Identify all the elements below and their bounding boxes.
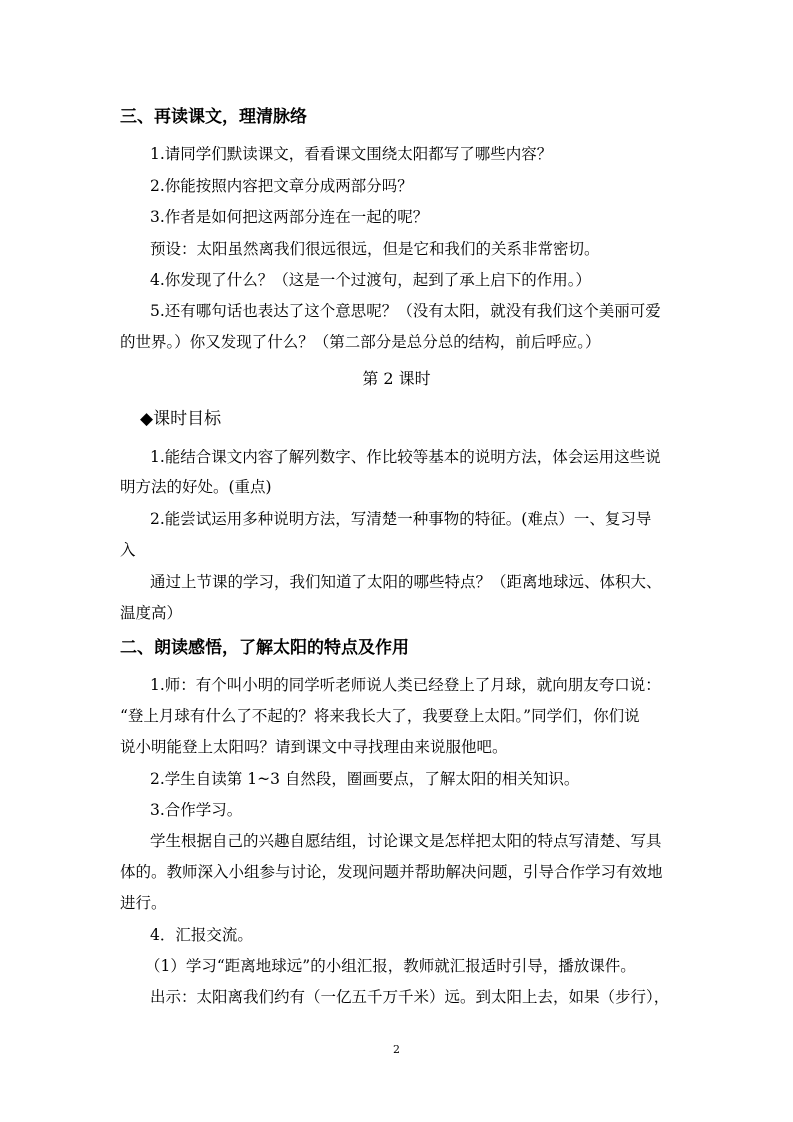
goal-2-line2: 入 [120, 541, 136, 559]
goal-1-line1: 1.能结合课文内容了解列数字、作比较等基本的说明方法，体会运用这些说 [150, 448, 661, 466]
review-line2: 温度高） [120, 604, 183, 622]
sec3-item-2: 2.你能按照内容把文章分成两部分吗？ [150, 177, 413, 195]
sec2-p1-line2: “登上月球有什么了不起的？将来我长大了，我要登上太阳。”同学们，你们说 [120, 707, 640, 725]
sec2-p1-line1: 1.师：有个叫小明的同学听老师说人类已经登上了月球，就向朋友夸口说： [150, 676, 661, 694]
sec3-item-5-line2: 的世界。）你又发现了什么？（第二部分是总分总的结构，前后呼应。） [120, 333, 601, 351]
lesson-goals-heading: ◆课时目标 [140, 409, 222, 429]
section-3-heading: 三、再读课文，理清脉络 [120, 107, 307, 127]
review-line1: 通过上节课的学习，我们知道了太阳的哪些特点？（距离地球远、体积大、 [150, 573, 662, 591]
lesson-2-title: 第 2 课时 [362, 369, 431, 388]
sec2-p4-line3: 进行。 [120, 894, 167, 912]
sec2-p4-line2: 体的。教师深入小组参与讨论，发现问题并帮助解决问题，引导合作学习有效地 [120, 863, 663, 881]
sec3-item-5-line1: 5.还有哪句话也表达了这个意思呢？（没有太阳，就没有我们这个美丽可爱 [150, 302, 661, 320]
section-2-heading: 二、朗读感悟，了解太阳的特点及作用 [120, 638, 409, 658]
sec2-p6: （1）学习“距离地球远”的小组汇报，教师就汇报适时引导，播放课件。 [145, 957, 636, 975]
sec2-p1-line3: 说小明能登上太阳吗？请到课文中寻找理由来说服他吧。 [120, 738, 508, 756]
sec3-item-4: 4.你发现了什么？（这是一个过渡句，起到了承上启下的作用。） [150, 271, 592, 289]
sec2-p3: 3.合作学习。 [150, 801, 243, 819]
sec3-preset: 预设：太阳虽然离我们很远很远，但是它和我们的关系非常密切。 [150, 240, 600, 258]
sec3-item-1: 1.请同学们默读课文，看看课文围绕太阳都写了哪些内容？ [150, 145, 553, 163]
page-number: 2 [393, 1043, 400, 1056]
sec2-p7: 出示：太阳离我们约有（一亿五千万千米）远。到太阳上去，如果（步行）， [150, 988, 670, 1006]
sec2-p2: 2.学生自读第 1~3 自然段，圈画要点，了解太阳的相关知识。 [150, 770, 580, 788]
sec2-p5: 4．汇报交流。 [150, 926, 253, 944]
sec2-p4-line1: 学生根据自己的兴趣自愿结组，讨论课文是怎样把太阳的特点写清楚、写具 [150, 832, 662, 850]
sec3-item-3: 3.作者是如何把这两部分连在一起的呢？ [150, 208, 429, 226]
goal-1-line2: 明方法的好处。(重点) [120, 478, 272, 496]
goal-2-line1: 2.能尝试运用多种说明方法，写清楚一种事物的特征。(难点）一、复习导 [150, 510, 652, 528]
